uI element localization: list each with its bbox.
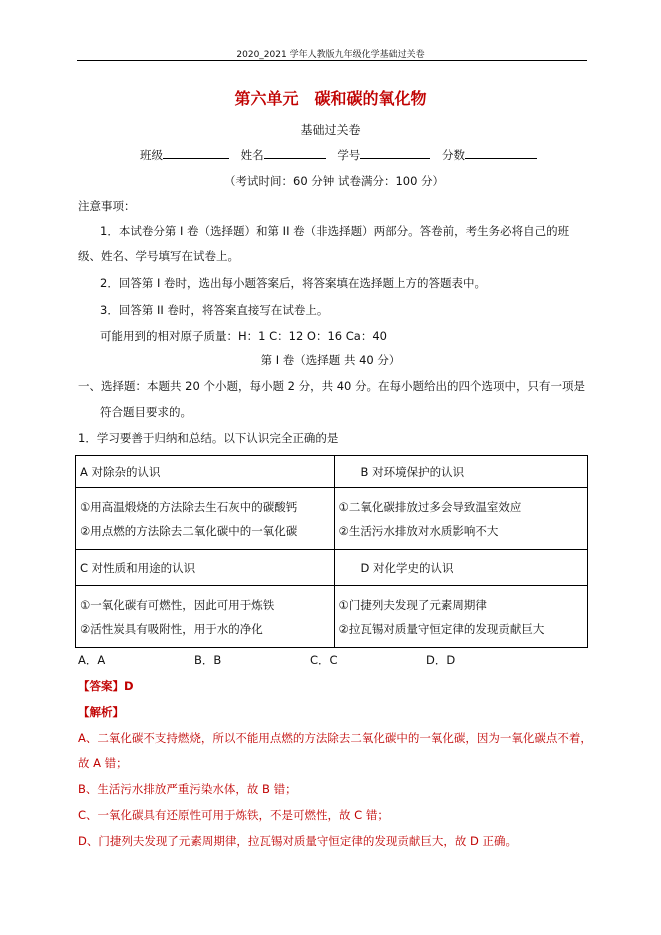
atomic-masses: 可能用到的相对原子质量：H：1 C：12 O：16 Ca：40 <box>100 329 387 343</box>
answer-value: D <box>124 679 134 693</box>
option-b-content <box>334 488 587 550</box>
student-info-line <box>140 146 545 163</box>
option-c-line-2: ②活性炭具有吸附性，用于水的净化 <box>80 621 263 636</box>
option-d-header: D 对化学史的认识 <box>334 550 587 586</box>
option-a-header: A 对除杂的认识 <box>76 456 335 488</box>
answer <box>78 678 134 694</box>
name-blank[interactable] <box>264 146 326 159</box>
option-a-content <box>76 488 335 550</box>
score-blank[interactable] <box>465 146 537 159</box>
name-label: 姓名 <box>240 148 264 162</box>
option-b-header: B 对环境保护的认识 <box>334 456 587 488</box>
page-title <box>0 86 661 109</box>
analysis-c: C、一氧化碳具有还原性可用于炼铁，不是可燃性，故 C 错； <box>78 808 389 822</box>
answer-option-a[interactable]: A．A <box>78 653 106 667</box>
options-table <box>75 455 588 648</box>
section-title: 第 I 卷（选择题 共 40 分） <box>260 353 401 367</box>
score-label: 分数 <box>441 148 465 162</box>
title-unit: 第六单元 <box>234 89 299 108</box>
option-d-line-1: ①门捷列夫发现了元素周期律 <box>338 597 487 612</box>
title-topic: 碳和碳的氧化物 <box>314 89 427 108</box>
analysis-a-line-1: A、二氧化碳不支持燃烧，所以不能用点燃的方法除去二氧化碳中的一氧化碳，因为一氧化碳点不着， <box>78 731 592 745</box>
option-c-header: C 对性质和用途的认识 <box>76 550 335 586</box>
running-header: 2020_2021 学年人教版九年级化学基础过关卷 <box>236 50 425 60</box>
option-a-line-1: ①用高温煅烧的方法除去生石灰中的碳酸钙 <box>80 499 298 514</box>
id-blank[interactable] <box>360 146 430 159</box>
page-subtitle: 基础过关卷 <box>300 123 361 137</box>
id-label: 学号 <box>337 148 361 162</box>
question-stem: 1．学习要善于归纳和总结。以下认识完全正确的是 <box>78 431 339 445</box>
class-label: 班级 <box>140 148 163 162</box>
option-b-line-1: ①二氧化碳排放过多会导致温室效应 <box>338 499 522 514</box>
option-c-content <box>76 586 335 648</box>
section-intro-line-2: 符合题目要求的。 <box>100 405 192 419</box>
option-b-line-2: ②生活污水排放对水质影响不大 <box>338 523 499 538</box>
analysis-a-line-2: 故 A 错； <box>78 756 128 770</box>
answer-option-d[interactable]: D．D <box>426 653 456 667</box>
analysis-b: B、生活污水排放严重污染水体，故 B 错； <box>78 782 297 796</box>
option-c-line-1: ①一氧化碳有可燃性，因此可用于炼铁 <box>80 597 275 612</box>
exam-time: （考试时间：60 分钟 试卷满分：100 分） <box>224 174 445 188</box>
analysis-label: 【解析】 <box>78 705 124 719</box>
answer-option-c[interactable]: C．C <box>310 653 338 667</box>
answer-label: 【答案】 <box>78 679 124 693</box>
section-intro-line-1: 一、选择题：本题共 20 个小题，每小题 2 分，共 40 分。在每小题给出的四个选项中，只有一项是 <box>78 379 586 393</box>
notes-item-2: 2．回答第 I 卷时，选出每小题答案后，将答案填在选择题上方的答题表中。 <box>100 276 487 290</box>
option-a-line-2: ②用点燃的方法除去二氧化碳中的一氧化碳 <box>80 523 298 538</box>
notes-item-3: 3．回答第 II 卷时，将答案直接写在试卷上。 <box>100 303 329 317</box>
class-blank[interactable] <box>163 146 229 159</box>
option-d-content <box>334 586 587 648</box>
notes-heading: 注意事项： <box>78 199 136 213</box>
notes-item-1-line-2: 级、姓名、学号填写在试卷上。 <box>78 249 239 263</box>
answer-option-b[interactable]: B．B <box>194 653 222 667</box>
option-d-line-2: ②拉瓦锡对质量守恒定律的发现贡献巨大 <box>338 621 545 636</box>
analysis-d: D、门捷列夫发现了元素周期律，拉瓦锡对质量守恒定律的发现贡献巨大，故 D 正确。 <box>78 834 518 848</box>
header-rule <box>77 60 587 61</box>
notes-item-1-line-1: 1．本试卷分第 I 卷（选择题）和第 II 卷（非选择题）两部分。答卷前，考生务必将自己的班 <box>100 224 570 238</box>
